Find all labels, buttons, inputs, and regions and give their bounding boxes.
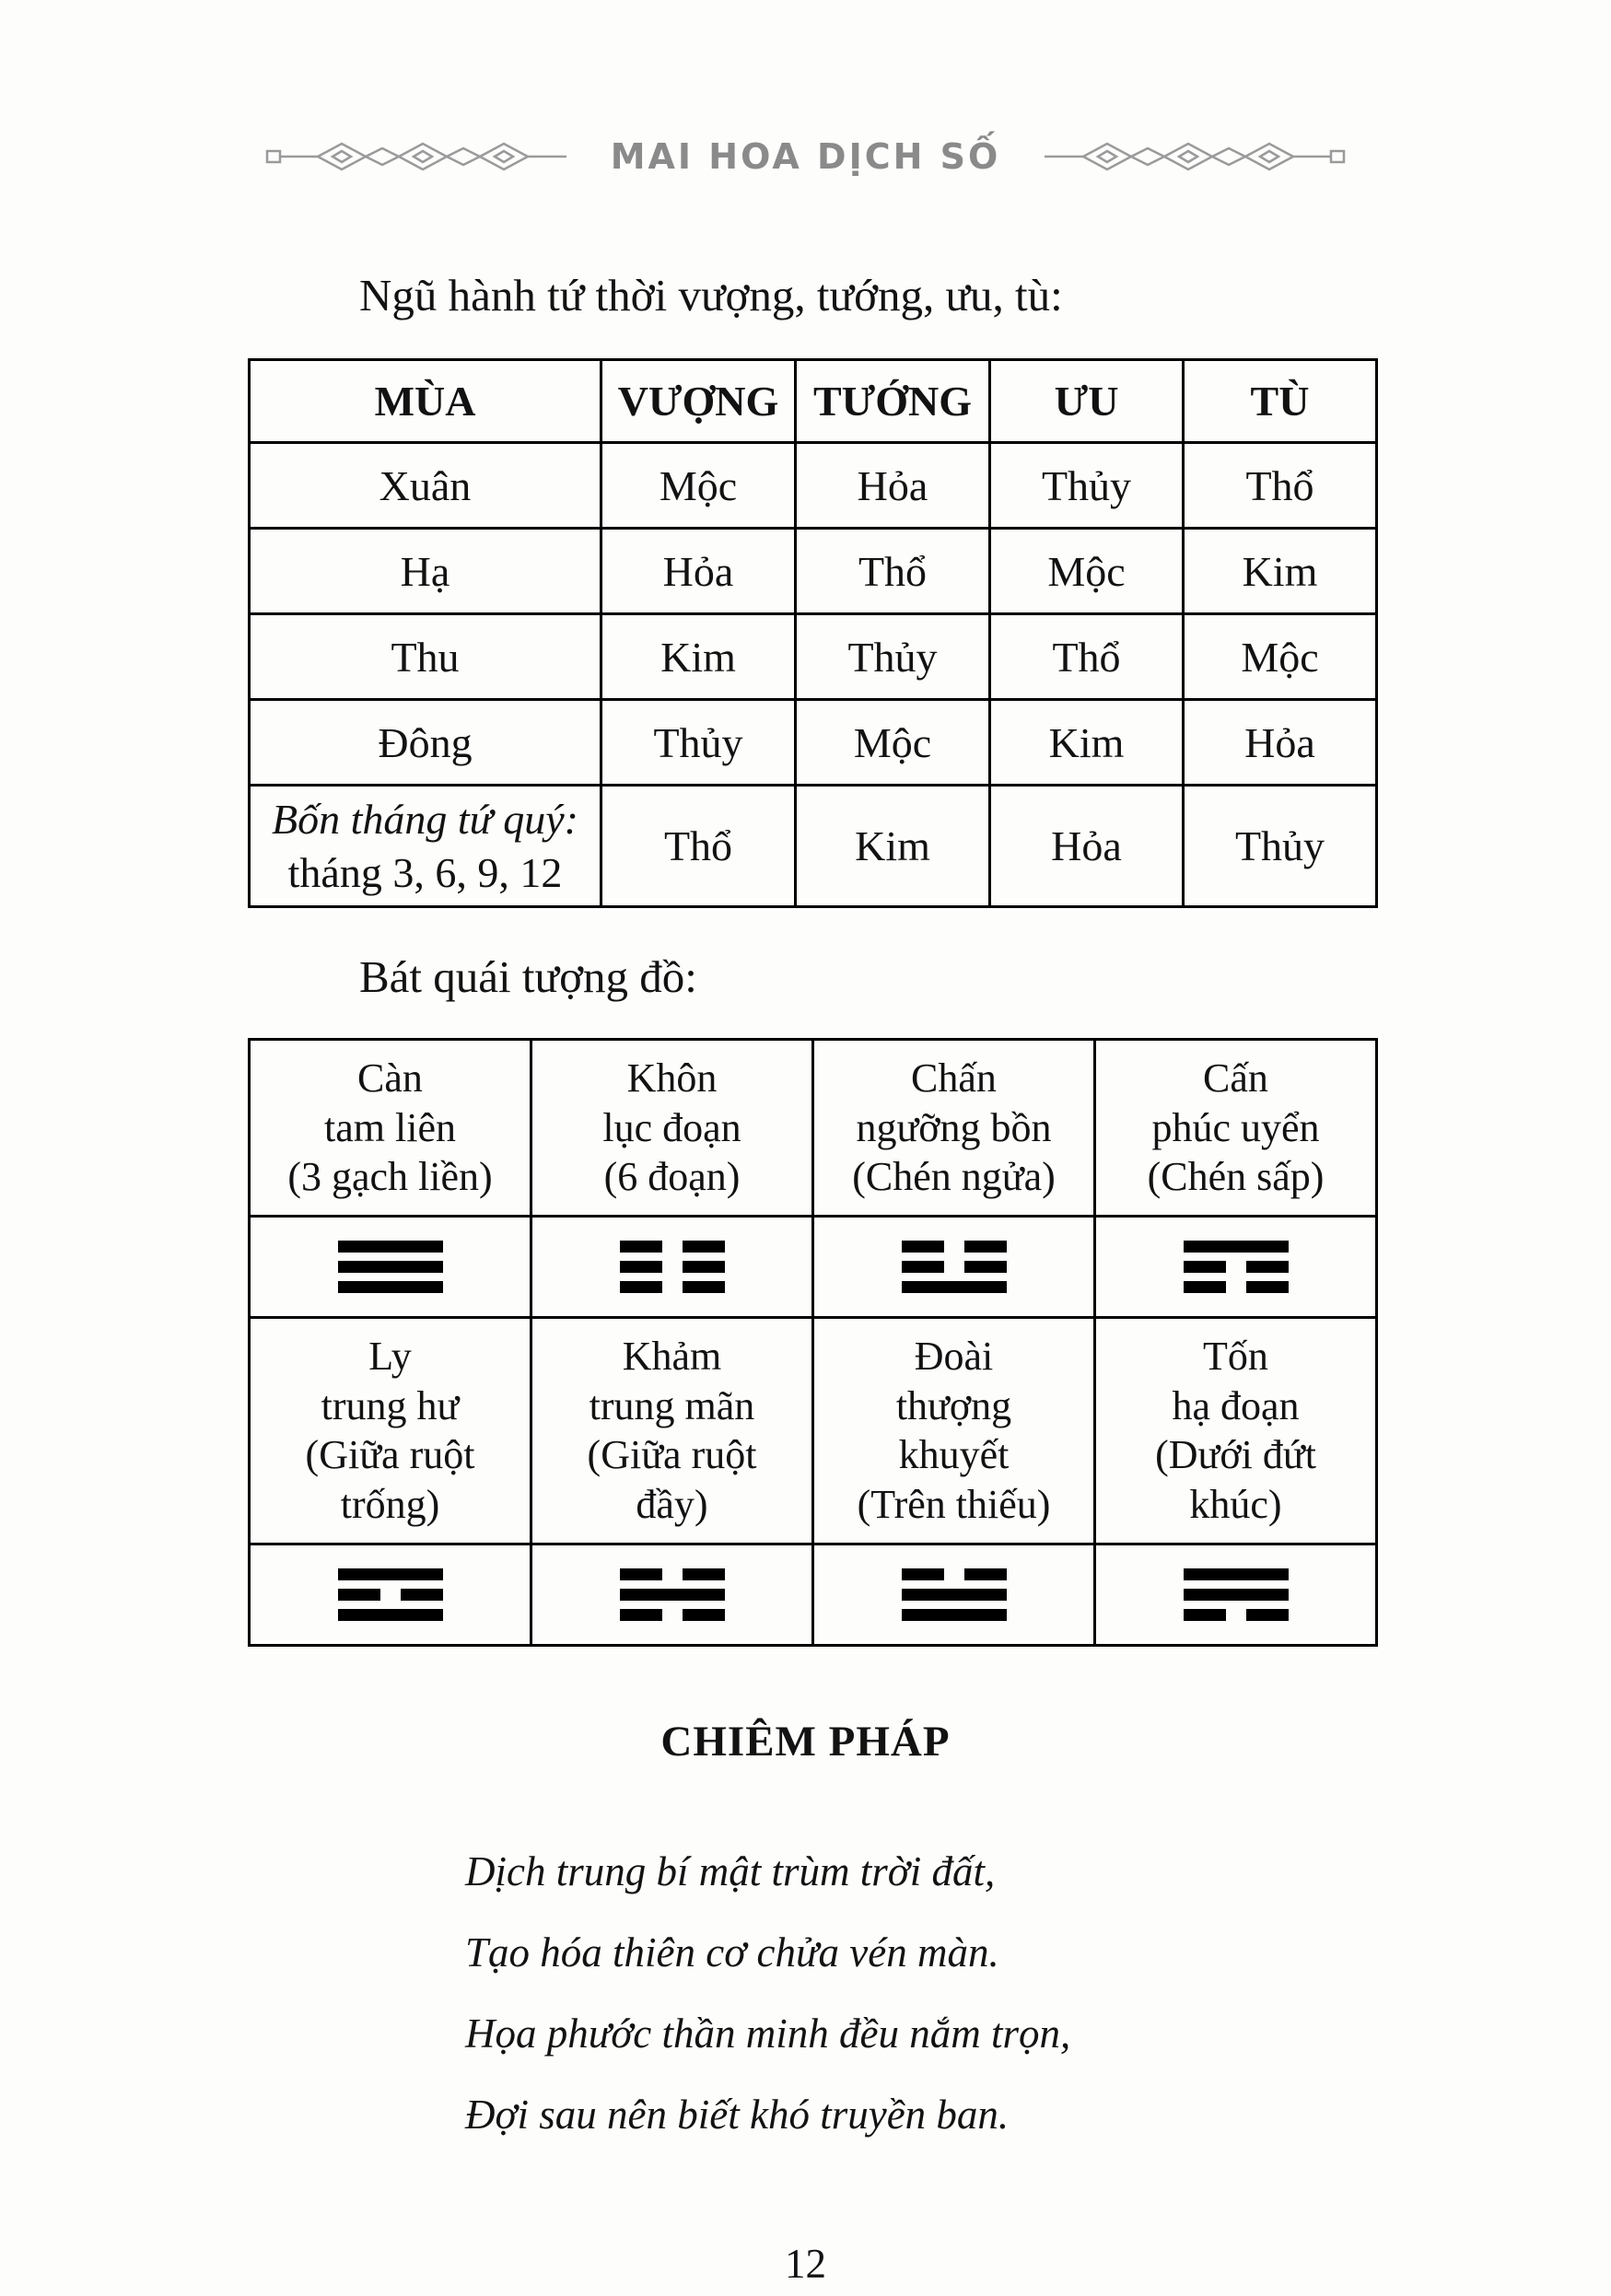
trigram-bar	[338, 1609, 443, 1621]
trigram-bar	[338, 1261, 443, 1273]
season-cell: Xuân	[250, 443, 601, 529]
trigram-bar	[1246, 1281, 1289, 1293]
trigram-bar	[902, 1261, 944, 1273]
chiem-phap-poem	[465, 1831, 1611, 2155]
element-cell: Kim	[990, 700, 1184, 786]
bagua-label-row	[250, 1040, 1377, 1217]
wuxing-column-header: VƯỢNG	[601, 360, 796, 443]
trigram-line	[338, 1589, 443, 1601]
page-number: 12	[785, 2240, 826, 2287]
poem-line: Dịch trung bí mật trùm trời đất,	[465, 1847, 996, 1894]
wuxing-column-header: TÙ	[1184, 360, 1377, 443]
trigram-line	[902, 1568, 1007, 1580]
trigram-bar	[620, 1609, 662, 1621]
element-cell: Thổ	[601, 786, 796, 907]
trigram-line	[338, 1281, 443, 1293]
trigram-line	[902, 1241, 1007, 1253]
trigram-bar	[620, 1568, 662, 1580]
trigram-bar	[620, 1281, 662, 1293]
element-cell: Thủy	[796, 614, 990, 700]
chiem-phap-heading: CHIÊM PHÁP	[660, 1717, 951, 1766]
trigram-bar	[338, 1589, 380, 1601]
trigram-bar	[1184, 1241, 1289, 1253]
bagua-label-khon	[531, 1040, 813, 1217]
bagua-label-line: (Chén sấp)	[1147, 1154, 1325, 1200]
poem-line: Đợi sau nên biết khó truyền ban.	[465, 2091, 1010, 2138]
poem-line: Họa phước thần minh đều nắm trọn,	[465, 2010, 1071, 2057]
bagua-label-line: (6 đoạn)	[603, 1154, 741, 1200]
bagua-table	[248, 1038, 1378, 1647]
bagua-label-ly	[250, 1318, 531, 1544]
trigram-gian-icon	[1105, 1241, 1366, 1293]
bagua-label-line: Ly	[368, 1334, 412, 1380]
trigram-bar	[1246, 1609, 1289, 1621]
season-cell	[250, 786, 601, 907]
trigram-bar	[338, 1281, 443, 1293]
trigram-line	[1184, 1568, 1289, 1580]
trigram-bar	[620, 1589, 725, 1601]
bagua-label-doai	[813, 1318, 1095, 1544]
season-cell: Hạ	[250, 529, 601, 614]
trigram-line	[1184, 1241, 1289, 1253]
bagua-label-line: khuyết	[898, 1432, 1010, 1478]
bagua-label-line: trung hư	[321, 1382, 460, 1428]
wuxing-column-header: MÙA	[250, 360, 601, 443]
season-line: tháng 3, 6, 9, 12	[287, 848, 563, 896]
bagua-label-line: thượng	[895, 1382, 1012, 1428]
bagua-label-line: (Giữa ruột	[587, 1432, 757, 1478]
trigram-line	[1184, 1261, 1289, 1273]
bagua-label-line: Khảm	[622, 1334, 722, 1380]
element-cell: Hỏa	[796, 443, 990, 529]
trigram-can-icon	[260, 1241, 520, 1293]
wuxing-row	[250, 443, 1377, 529]
trigram-bar	[1184, 1609, 1226, 1621]
trigram-bar	[683, 1241, 725, 1253]
trigram-bar	[683, 1281, 725, 1293]
trigram-line	[338, 1609, 443, 1621]
trigram-line	[338, 1568, 443, 1580]
diamond-chain-ornament-right-icon	[1043, 140, 1347, 173]
bagua-label-line: ngưỡng bồn	[856, 1104, 1052, 1150]
trigram-bar	[902, 1241, 944, 1253]
trigram-line	[338, 1241, 443, 1253]
element-cell: Hỏa	[1184, 700, 1377, 786]
bagua-label-line: (Chén ngửa)	[852, 1154, 1056, 1200]
bagua-label-line: khúc)	[1189, 1482, 1282, 1528]
wuxing-column-header: ƯU	[990, 360, 1184, 443]
trigram-line	[902, 1261, 1007, 1273]
season-line: Bốn tháng tứ quý:	[272, 796, 578, 843]
page-header	[0, 0, 1611, 177]
element-cell: Mộc	[990, 529, 1184, 614]
trigram-line	[620, 1261, 725, 1273]
element-cell: Thổ	[796, 529, 990, 614]
wuxing-column-header: TƯỚNG	[796, 360, 990, 443]
trigram-bar	[902, 1568, 944, 1580]
bagua-label-line: Đoài	[914, 1334, 994, 1380]
bagua-label-line: (Giữa ruột	[305, 1432, 475, 1478]
trigram-bar	[620, 1261, 662, 1273]
trigram-bar	[964, 1241, 1007, 1253]
element-cell: Thổ	[990, 614, 1184, 700]
bagua-label-kham	[531, 1318, 813, 1544]
trigram-bar	[338, 1241, 443, 1253]
bagua-label-ton	[1095, 1318, 1377, 1544]
bagua-label-line: Khôn	[626, 1055, 718, 1101]
trigram-line	[902, 1281, 1007, 1293]
trigram-line	[1184, 1609, 1289, 1621]
element-cell: Thổ	[1184, 443, 1377, 529]
trigram-line	[620, 1241, 725, 1253]
element-cell: Thủy	[1184, 786, 1377, 907]
bagua-label-line: đầy)	[636, 1482, 708, 1528]
trigram-line	[338, 1261, 443, 1273]
trigram-bar	[683, 1261, 725, 1273]
trigram-bar	[683, 1568, 725, 1580]
trigram-bar	[1184, 1589, 1289, 1601]
bagua-label-can	[250, 1040, 531, 1217]
trigram-bar	[964, 1261, 1007, 1273]
trigram-line	[620, 1609, 725, 1621]
trigram-cell-khon	[531, 1217, 813, 1318]
book-title: MAI HOA DỊCH SỐ	[610, 136, 1001, 177]
season-cell: Thu	[250, 614, 601, 700]
bagua-label-line: Cấn	[1203, 1055, 1268, 1101]
bagua-label-line: (3 gạch liền)	[287, 1154, 493, 1200]
trigram-ton-icon	[1105, 1568, 1366, 1621]
bagua-label-line: trống)	[340, 1482, 440, 1528]
trigram-kham-icon	[542, 1568, 802, 1621]
trigram-bar	[902, 1281, 1007, 1293]
trigram-khon-icon	[542, 1241, 802, 1293]
trigram-bar	[1184, 1281, 1226, 1293]
bagua-label-line: tam liên	[324, 1104, 456, 1150]
poem-line: Tạo hóa thiên cơ chửa vén màn.	[465, 1929, 999, 1975]
wuxing-row	[250, 529, 1377, 614]
trigram-bar	[1246, 1261, 1289, 1273]
bagua-label-line: Càn	[357, 1055, 423, 1101]
bagua-label-line: trung mãn	[589, 1382, 755, 1428]
trigram-cell-doai	[813, 1544, 1095, 1645]
bagua-trigram-row	[250, 1217, 1377, 1318]
bagua-trigram-row	[250, 1544, 1377, 1645]
element-cell: Kim	[1184, 529, 1377, 614]
trigram-bar	[401, 1589, 443, 1601]
trigram-line	[1184, 1281, 1289, 1293]
element-cell: Mộc	[1184, 614, 1377, 700]
trigram-bar	[1184, 1261, 1226, 1273]
trigram-line	[620, 1281, 725, 1293]
bagua-label-chan	[813, 1040, 1095, 1217]
trigram-line	[1184, 1589, 1289, 1601]
trigram-bar	[338, 1568, 443, 1580]
wuxing-row	[250, 700, 1377, 786]
bagua-label-line: lục đoạn	[602, 1104, 741, 1150]
bagua-label-row	[250, 1318, 1377, 1544]
element-cell: Kim	[796, 786, 990, 907]
wuxing-table	[248, 358, 1378, 908]
element-cell: Hỏa	[601, 529, 796, 614]
trigram-bar	[902, 1609, 1007, 1621]
trigram-cell-chan	[813, 1217, 1095, 1318]
trigram-cell-gian	[1095, 1217, 1377, 1318]
element-cell: Thủy	[990, 443, 1184, 529]
trigram-ly-icon	[260, 1568, 520, 1621]
wuxing-row	[250, 786, 1377, 907]
trigram-line	[902, 1589, 1007, 1601]
bagua-label-line: phúc uyển	[1151, 1104, 1320, 1150]
trigram-bar	[1184, 1568, 1289, 1580]
wuxing-header-row	[250, 360, 1377, 443]
element-cell: Mộc	[601, 443, 796, 529]
trigram-bar	[902, 1589, 1007, 1601]
element-cell: Thủy	[601, 700, 796, 786]
trigram-cell-ly	[250, 1544, 531, 1645]
wuxing-heading: Ngũ hành tứ thời vượng, tướng, ưu, tù:	[359, 270, 1063, 321]
element-cell: Mộc	[796, 700, 990, 786]
trigram-cell-ton	[1095, 1544, 1377, 1645]
bagua-label-line: (Trên thiếu)	[857, 1482, 1051, 1528]
trigram-bar	[620, 1241, 662, 1253]
wuxing-row	[250, 614, 1377, 700]
bagua-label-line: (Dưới đứt	[1155, 1432, 1316, 1478]
trigram-cell-kham	[531, 1544, 813, 1645]
season-cell: Đông	[250, 700, 601, 786]
trigram-bar	[964, 1568, 1007, 1580]
bagua-heading: Bát quái tượng đồ:	[359, 951, 697, 1002]
bagua-label-gian	[1095, 1040, 1377, 1217]
trigram-bar	[683, 1609, 725, 1621]
trigram-line	[902, 1609, 1007, 1621]
bagua-label-line: Tốn	[1203, 1334, 1268, 1380]
trigram-doai-icon	[823, 1568, 1084, 1621]
diamond-chain-ornament-left-icon	[264, 140, 568, 173]
element-cell: Kim	[601, 614, 796, 700]
trigram-line	[620, 1589, 725, 1601]
element-cell: Hỏa	[990, 786, 1184, 907]
bagua-label-line: Chấn	[911, 1055, 997, 1101]
trigram-line	[620, 1568, 725, 1580]
trigram-chan-icon	[823, 1241, 1084, 1293]
bagua-label-line: hạ đoạn	[1172, 1382, 1300, 1428]
trigram-cell-can	[250, 1217, 531, 1318]
